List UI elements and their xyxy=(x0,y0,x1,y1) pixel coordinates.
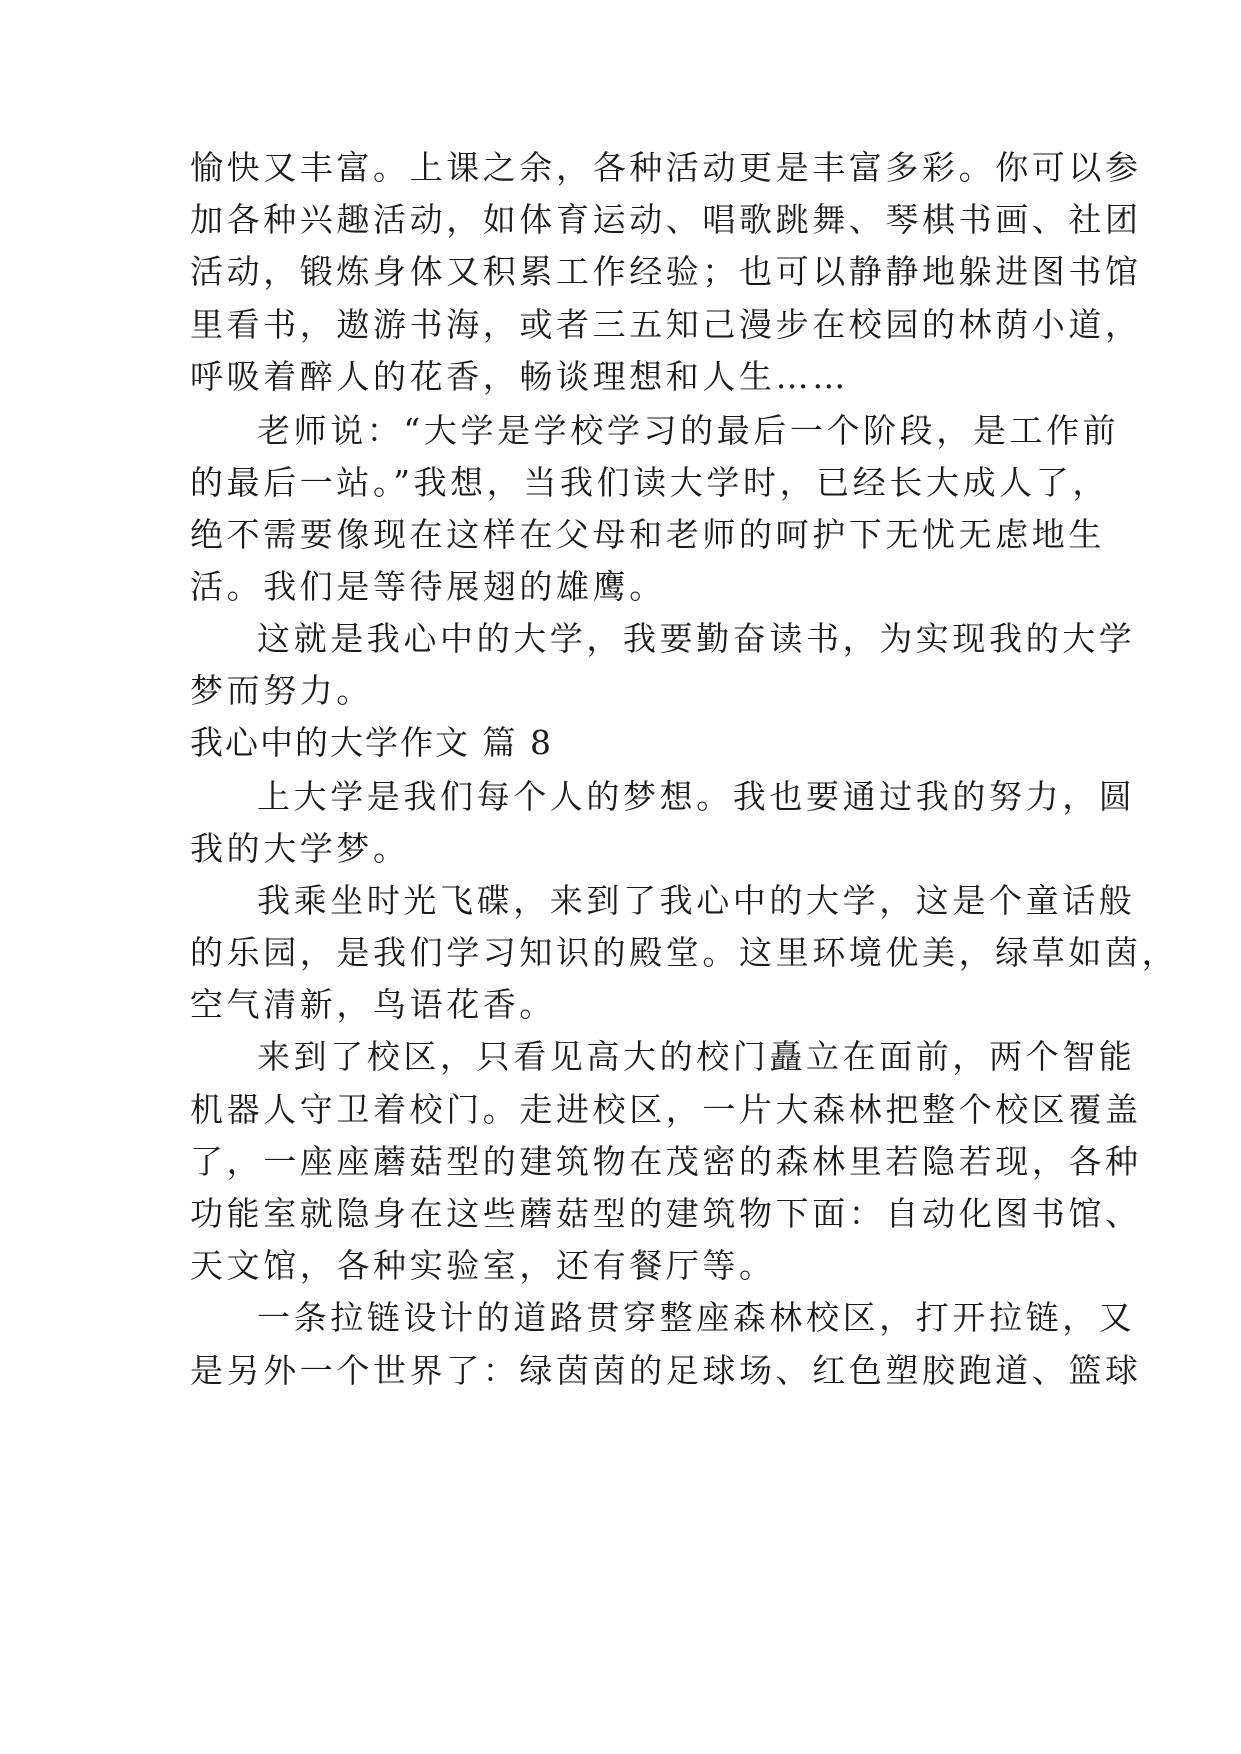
text-line: 的最后一站。”我想，当我们读大学时，已经长大成人了， xyxy=(190,463,1109,502)
text-line: 机器人守卫着校门。走进校区，一片大森林把整个校区覆盖 xyxy=(190,1090,1142,1129)
text-line: 是另外一个世界了：绿茵茵的足球场、红色塑胶跑道、篮球 xyxy=(190,1351,1142,1390)
text-line: 了，一座座蘑菇型的建筑物在茂密的森林里若隐若现，各种 xyxy=(190,1142,1142,1181)
text-line: 呼吸着醉人的花香，畅谈理想和人生…… xyxy=(190,357,849,396)
paragraph-first-line: 我乘坐时光飞碟，来到了我心中的大学，这是个童话般 xyxy=(257,881,1136,920)
text-line: 梦而努力。 xyxy=(190,671,373,710)
paragraph-first-line: 上大学是我们每个人的梦想。我也要通过我的努力，圆 xyxy=(257,777,1136,816)
text-line: 空气清新，鸟语花香。 xyxy=(190,985,556,1024)
text-line: 活。我们是等待展翅的雄鹰。 xyxy=(190,567,666,606)
paragraph-first-line: 这就是我心中的大学，我要勤奋读书，为实现我的大学 xyxy=(257,619,1136,658)
text-line: 的乐园，是我们学习知识的殿堂。这里环境优美，绿草如茵， xyxy=(190,933,1179,972)
text-line: 绝不需要像现在这样在父母和老师的呵护下无忧无虑地生 xyxy=(190,515,1105,554)
text-line: 里看书，遨游书海，或者三五知己漫步在校园的林荫小道， xyxy=(190,305,1142,344)
paragraph-first-line: 老师说：“大学是学校学习的最后一个阶段，是工作前 xyxy=(257,411,1120,450)
paragraph-first-line: 来到了校区，只看见高大的校门矗立在面前，两个智能 xyxy=(257,1037,1136,1076)
text-line: 功能室就隐身在这些蘑菇型的建筑物下面：自动化图书馆、 xyxy=(190,1194,1142,1233)
text-line: 我的大学梦。 xyxy=(190,829,410,868)
section-heading: 我心中的大学作文 篇 8 xyxy=(190,723,553,762)
text-line: 天文馆，各种实验室，还有餐厅等。 xyxy=(190,1246,776,1285)
text-line: 活动，锻炼身体又积累工作经验；也可以静静地躲进图书馆 xyxy=(190,252,1142,291)
paragraph-first-line: 一条拉链设计的道路贯穿整座森林校区，打开拉链，又 xyxy=(257,1298,1136,1337)
text-line: 愉快又丰富。上课之余，各种活动更是丰富多彩。你可以参 xyxy=(190,148,1142,187)
text-line: 加各种兴趣活动，如体育运动、唱歌跳舞、琴棋书画、社团 xyxy=(190,200,1142,239)
